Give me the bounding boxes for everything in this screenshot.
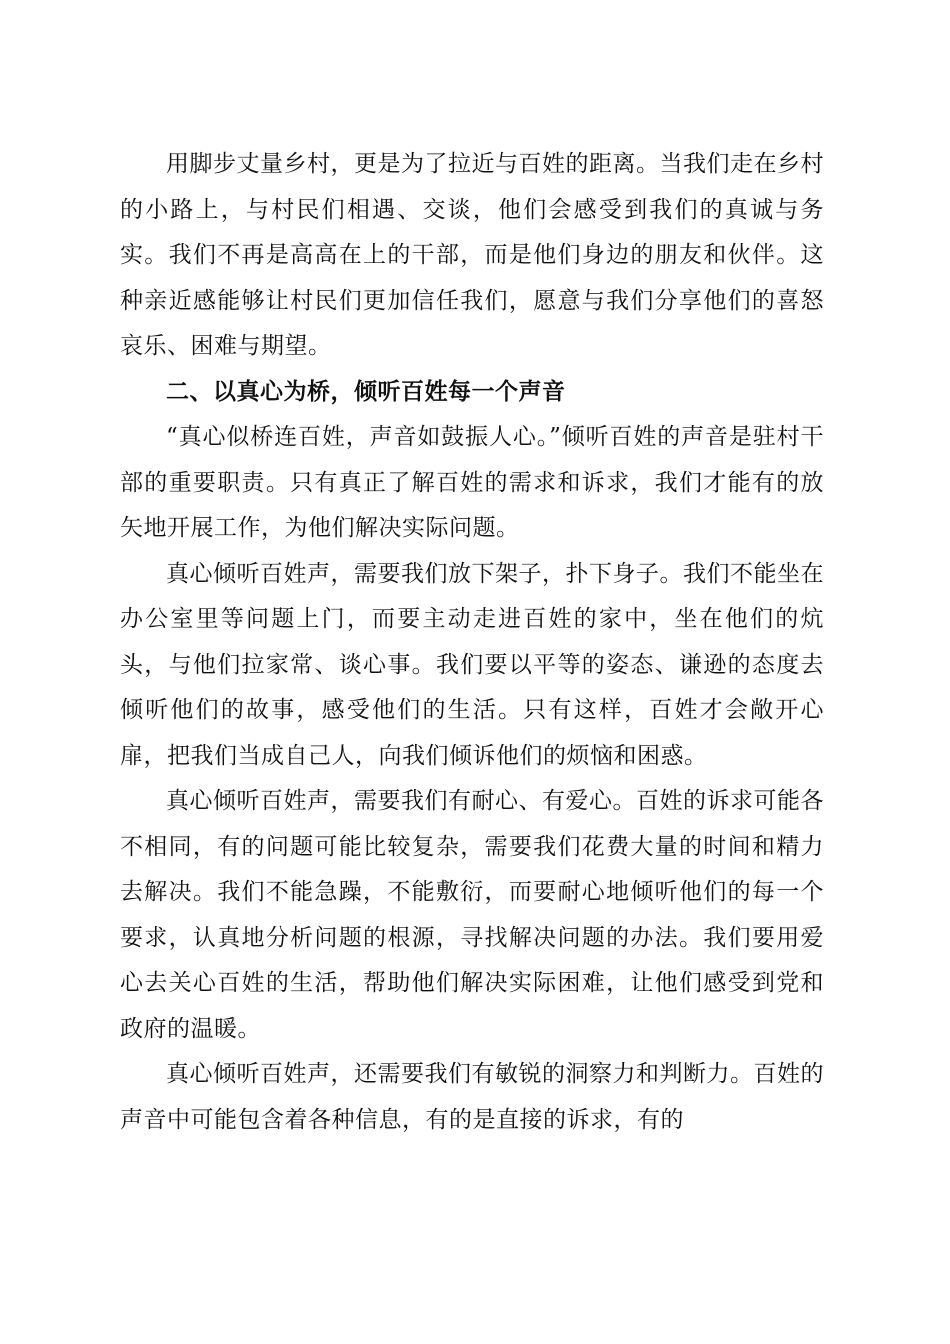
document-page xyxy=(120,142,824,1143)
body-paragraph: 真心倾听百姓声，需要我们放下架子，扑下身子。我们不能坐在办公室里等问题上门，而要主动走进百姓的家中，坐在他们的炕头，与他们拉家常、谈心事。我们要以平等的姿态、谦逊的态度去倾听他们的故事，感受他们的生活。只有这样，百姓才会敞开心扉，把我们当成自己人，向我们倾诉他们的烦恼和困惑。 xyxy=(120,560,824,769)
body-paragraph: “真心似桥连百姓，声音如鼓振人心。”倾听百姓的声音是驻村干部的重要职责。只有真正了解百姓的需求和诉求，我们才能有的放矢地开展工作，为他们解决实际问题。 xyxy=(120,424,824,541)
body-paragraph: 真心倾听百姓声，还需要我们有敏锐的洞察力和判断力。百姓的声音中可能包含着各种信息，有的是直接的诉求，有的 xyxy=(120,1061,824,1133)
section-heading: 二、以真心为桥，倾听百姓每一个声音 xyxy=(166,378,566,405)
body-paragraph: 用脚步丈量乡村，更是为了拉近与百姓的距离。当我们走在乡村的小路上，与村民们相遇、交谈，他们会感受到我们的真诚与务实。我们不再是高高在上的干部，而是他们身边的朋友和伙伴。这种亲近感能够让村民们更加信任我们，愿意与我们分享他们的喜怒哀乐、困难与期望。 xyxy=(120,151,824,359)
body-paragraph: 真心倾听百姓声，需要我们有耐心、有爱心。百姓的诉求可能各不相同，有的问题可能比较复杂，需要我们花费大量的时间和精力去解决。我们不能急躁，不能敷衍，而要耐心地倾听他们的每一个要求，认真地分析问题的根源，寻找解决问题的办法。我们要用爱心去关心百姓的生活，帮助他们解决实际困难，让他们感受到党和政府的温暖。 xyxy=(120,788,824,1042)
